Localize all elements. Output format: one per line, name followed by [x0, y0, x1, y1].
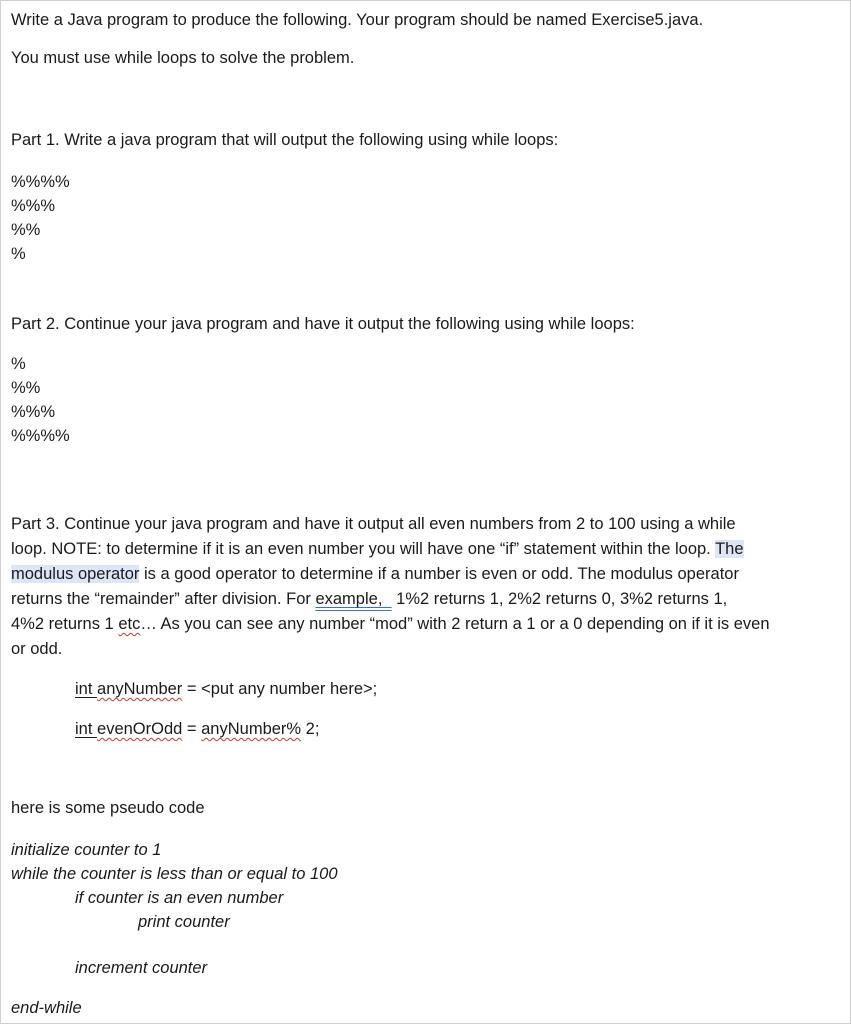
code-line-2: [75, 717, 319, 742]
spell-flag: etc: [118, 615, 141, 633]
pseudo-line: print counter: [138, 913, 230, 931]
pseudo-line: while the counter is less than or equal to 100: [11, 865, 338, 883]
part3-line-4: [11, 587, 727, 612]
part2-row: %%%%: [11, 427, 70, 445]
example-gap: [382, 590, 391, 608]
part2-row: %%%: [11, 403, 56, 421]
part3-line-1: Part 3. Continue your java program and have it output all even numbers from 2 to 100 using a while: [11, 515, 736, 533]
part3-line-5-rest: … As you can see any number “mod” with 2 return a 1 or a 0 depending on if it is even: [140, 615, 770, 633]
part3-highlight: The: [715, 540, 744, 558]
part1-row: %%: [11, 221, 41, 239]
part3-line-6: or odd.: [11, 640, 63, 658]
code-rest: 2;: [301, 720, 320, 738]
code-line-1: [75, 677, 377, 702]
part3-line-4-rest: 1%2 returns 1, 2%2 returns 0, 3%2 returns 1,: [391, 590, 728, 608]
pseudo-intro: here is some pseudo code: [11, 799, 205, 817]
pseudo-line: if counter is an even number: [75, 889, 284, 907]
part2-row: %: [11, 355, 26, 373]
part1-row: %: [11, 245, 26, 263]
part2-row: %%: [11, 379, 41, 397]
code-identifier: evenOrOdd: [97, 720, 183, 738]
part3-line-2: [11, 537, 744, 562]
part3-line-5-text: 4%2 returns 1: [11, 615, 119, 633]
part3-highlight: modulus operator: [11, 565, 140, 583]
example-link: example,: [315, 590, 383, 608]
code-keyword: int: [75, 680, 98, 698]
header-line-2: You must use while loops to solve the problem.: [11, 49, 355, 67]
part3-line-3-text: is a good operator to determine if a number is even or odd. The modulus operator: [139, 565, 739, 583]
part1-row: %%%: [11, 197, 56, 215]
code-operator: =: [182, 720, 202, 738]
part3-line-3: [11, 562, 739, 587]
part3-line-5: [11, 612, 770, 637]
code-keyword: int: [75, 720, 98, 738]
code-rest: = <put any number here>;: [182, 680, 378, 698]
part1-title: Part 1. Write a java program that will output the following using while loops:: [11, 131, 559, 149]
pseudo-line: increment counter: [75, 959, 208, 977]
part3-line-4-text: returns the “remainder” after division. For: [11, 590, 316, 608]
code-identifier: anyNumber%: [201, 720, 302, 738]
code-identifier: anyNumber: [97, 680, 183, 698]
part1-row: %%%%: [11, 173, 70, 191]
header-line-1: Write a Java program to produce the following. Your program should be named Exercise5.java.: [11, 11, 704, 29]
pseudo-line: initialize counter to 1: [11, 841, 162, 859]
pseudo-line: end-while: [11, 999, 82, 1017]
part3-line-2-text: loop. NOTE: to determine if it is an even number you will have one “if” statement within the loop.: [11, 540, 711, 558]
part2-title: Part 2. Continue your java program and have it output the following using while loops:: [11, 315, 635, 333]
